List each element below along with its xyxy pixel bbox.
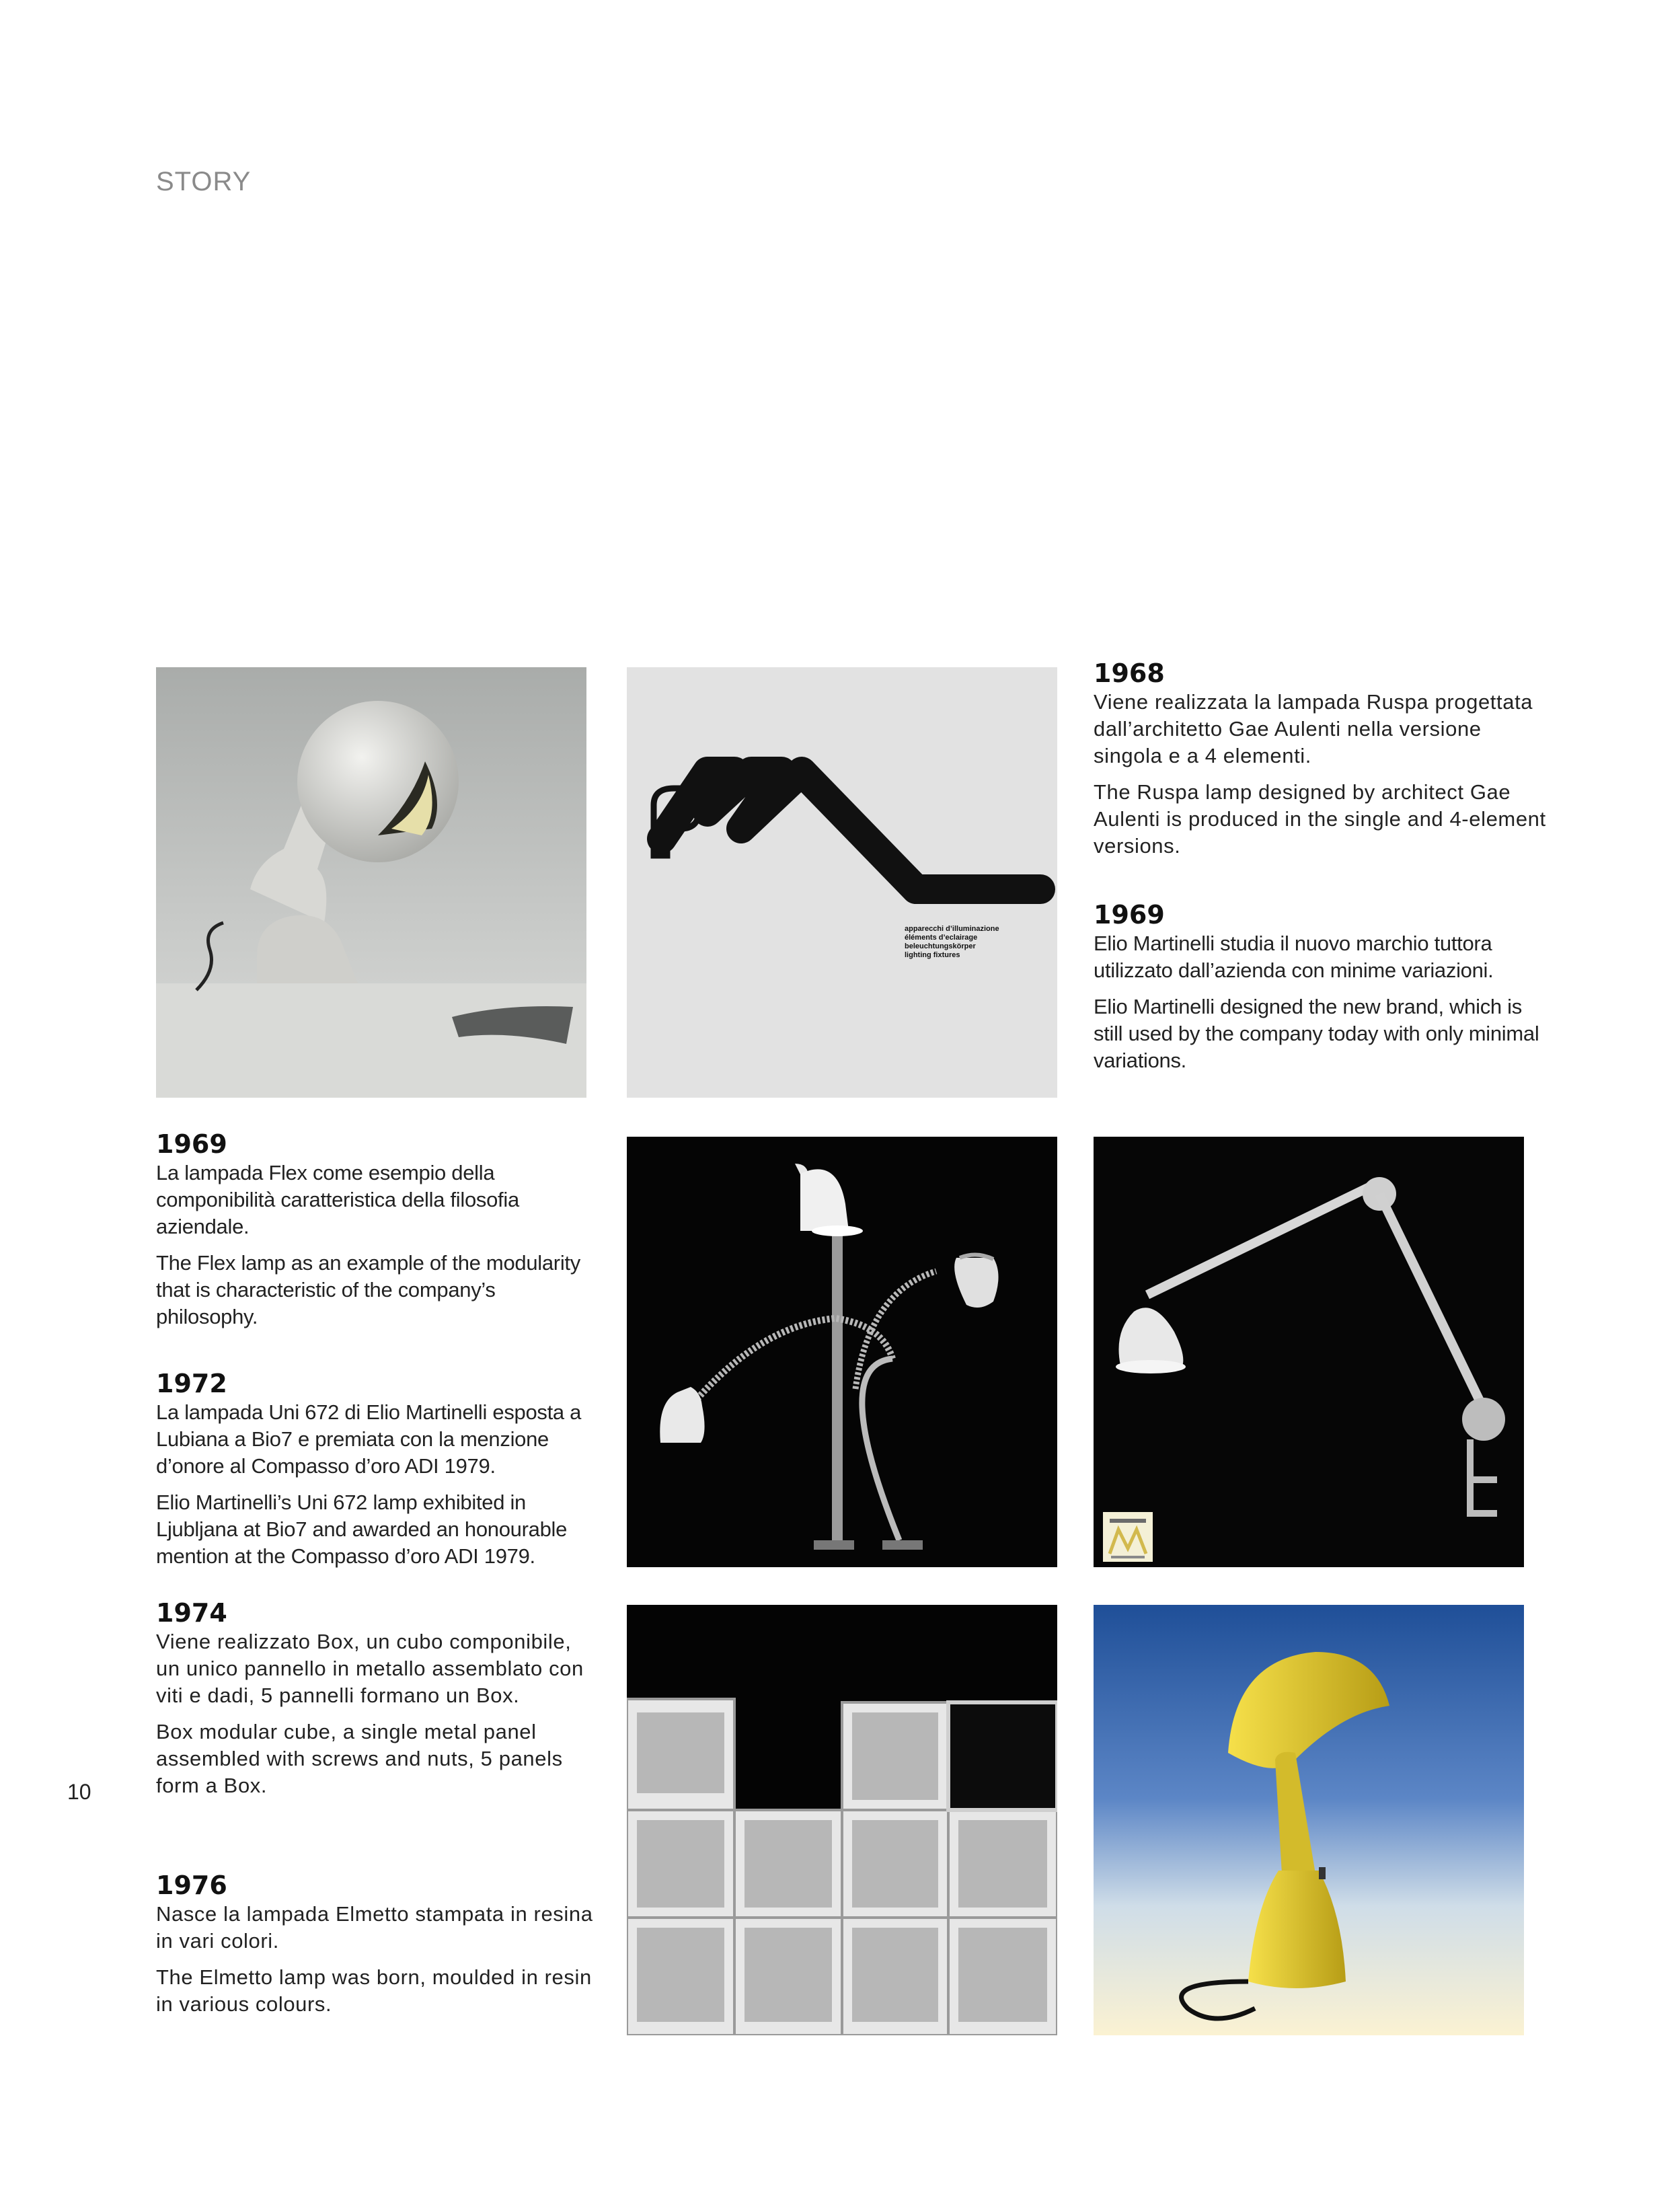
svg-text:lighting fixtures: lighting fixtures bbox=[905, 951, 960, 959]
entry-text-english: The Flex lamp as an example of the modularity that is characteristic of the company’s philosophy. bbox=[156, 1251, 580, 1328]
entry-1972-uni-672 bbox=[156, 1368, 600, 1570]
entry-text-english: Elio Martinelli designed the new brand, which is still used by the company today with only minimal variations. bbox=[1094, 995, 1539, 1072]
ruspa-lamp-photo bbox=[156, 667, 586, 1098]
svg-text:éléments d’eclairage: éléments d’eclairage bbox=[905, 934, 978, 942]
brand-logo-card bbox=[627, 667, 1057, 1098]
entry-1969-brand bbox=[1094, 899, 1551, 1074]
entry-year: 1974 bbox=[156, 1598, 227, 1628]
entry-year: 1972 bbox=[156, 1369, 227, 1398]
entry-1969-flex bbox=[156, 1129, 600, 1330]
entry-1968-ruspa bbox=[1094, 658, 1551, 860]
svg-text:apparecchi d’illuminazione: apparecchi d’illuminazione bbox=[905, 925, 999, 933]
entry-text-italian: Elio Martinelli studia il nuovo marchio tuttora utilizzato dall’azienda con minime variazioni. bbox=[1094, 932, 1494, 982]
svg-text:beleuchtungskörper: beleuchtungskörper bbox=[905, 942, 976, 950]
entry-text-italian: Viene realizzata la lampada Ruspa progettata dall’architetto Gae Aulenti nella versione singola e a 4 elementi. bbox=[1094, 690, 1533, 767]
section-title: STORY bbox=[156, 167, 252, 196]
entry-year: 1969 bbox=[1094, 900, 1165, 930]
entry-1974-box bbox=[156, 1597, 600, 1799]
elmetto-lamp-photo bbox=[1094, 1605, 1524, 2035]
compasso-doro-badge-icon bbox=[1103, 1512, 1153, 1562]
entry-text-italian: Viene realizzato Box, un cubo componibile, un unico pannello in metallo assemblato con viti e dadi, 5 pannelli formano un Box. bbox=[156, 1630, 584, 1707]
entry-text-english: The Ruspa lamp designed by architect Gae Aulenti is produced in the single and 4-element versions. bbox=[1094, 780, 1546, 858]
box-modular-cube-photo bbox=[627, 1605, 1057, 2035]
entry-text-english: Box modular cube, a single metal panel assembled with screws and nuts, 5 panels form a Box. bbox=[156, 1720, 563, 1797]
entry-text-italian: La lampada Flex come esempio della componibilità caratteristica della filosofia aziendale. bbox=[156, 1161, 519, 1238]
flex-lamp-photo bbox=[627, 1137, 1057, 1567]
page-number: 10 bbox=[67, 1780, 91, 1804]
entry-text-italian: Nasce la lampada Elmetto stampata in resina in vari colori. bbox=[156, 1902, 593, 1953]
entry-year: 1969 bbox=[156, 1129, 227, 1159]
entry-1976-elmetto bbox=[156, 1870, 600, 2018]
entry-year: 1968 bbox=[1094, 658, 1165, 688]
entry-text-italian: La lampada Uni 672 di Elio Martinelli esposta a Lubiana a Bio7 e premiata con la menzione d’onore al Compasso d’oro ADI 1979. bbox=[156, 1400, 582, 1478]
entry-text-english: Elio Martinelli’s Uni 672 lamp exhibited in Ljubljana at Bio7 and awarded an honourable mention at the Compasso d’oro ADI 1979. bbox=[156, 1491, 568, 1568]
uni-672-lamp-photo bbox=[1094, 1137, 1524, 1567]
entry-text-english: The Elmetto lamp was born, moulded in resin in various colours. bbox=[156, 1965, 592, 2016]
entry-year: 1976 bbox=[156, 1871, 227, 1900]
